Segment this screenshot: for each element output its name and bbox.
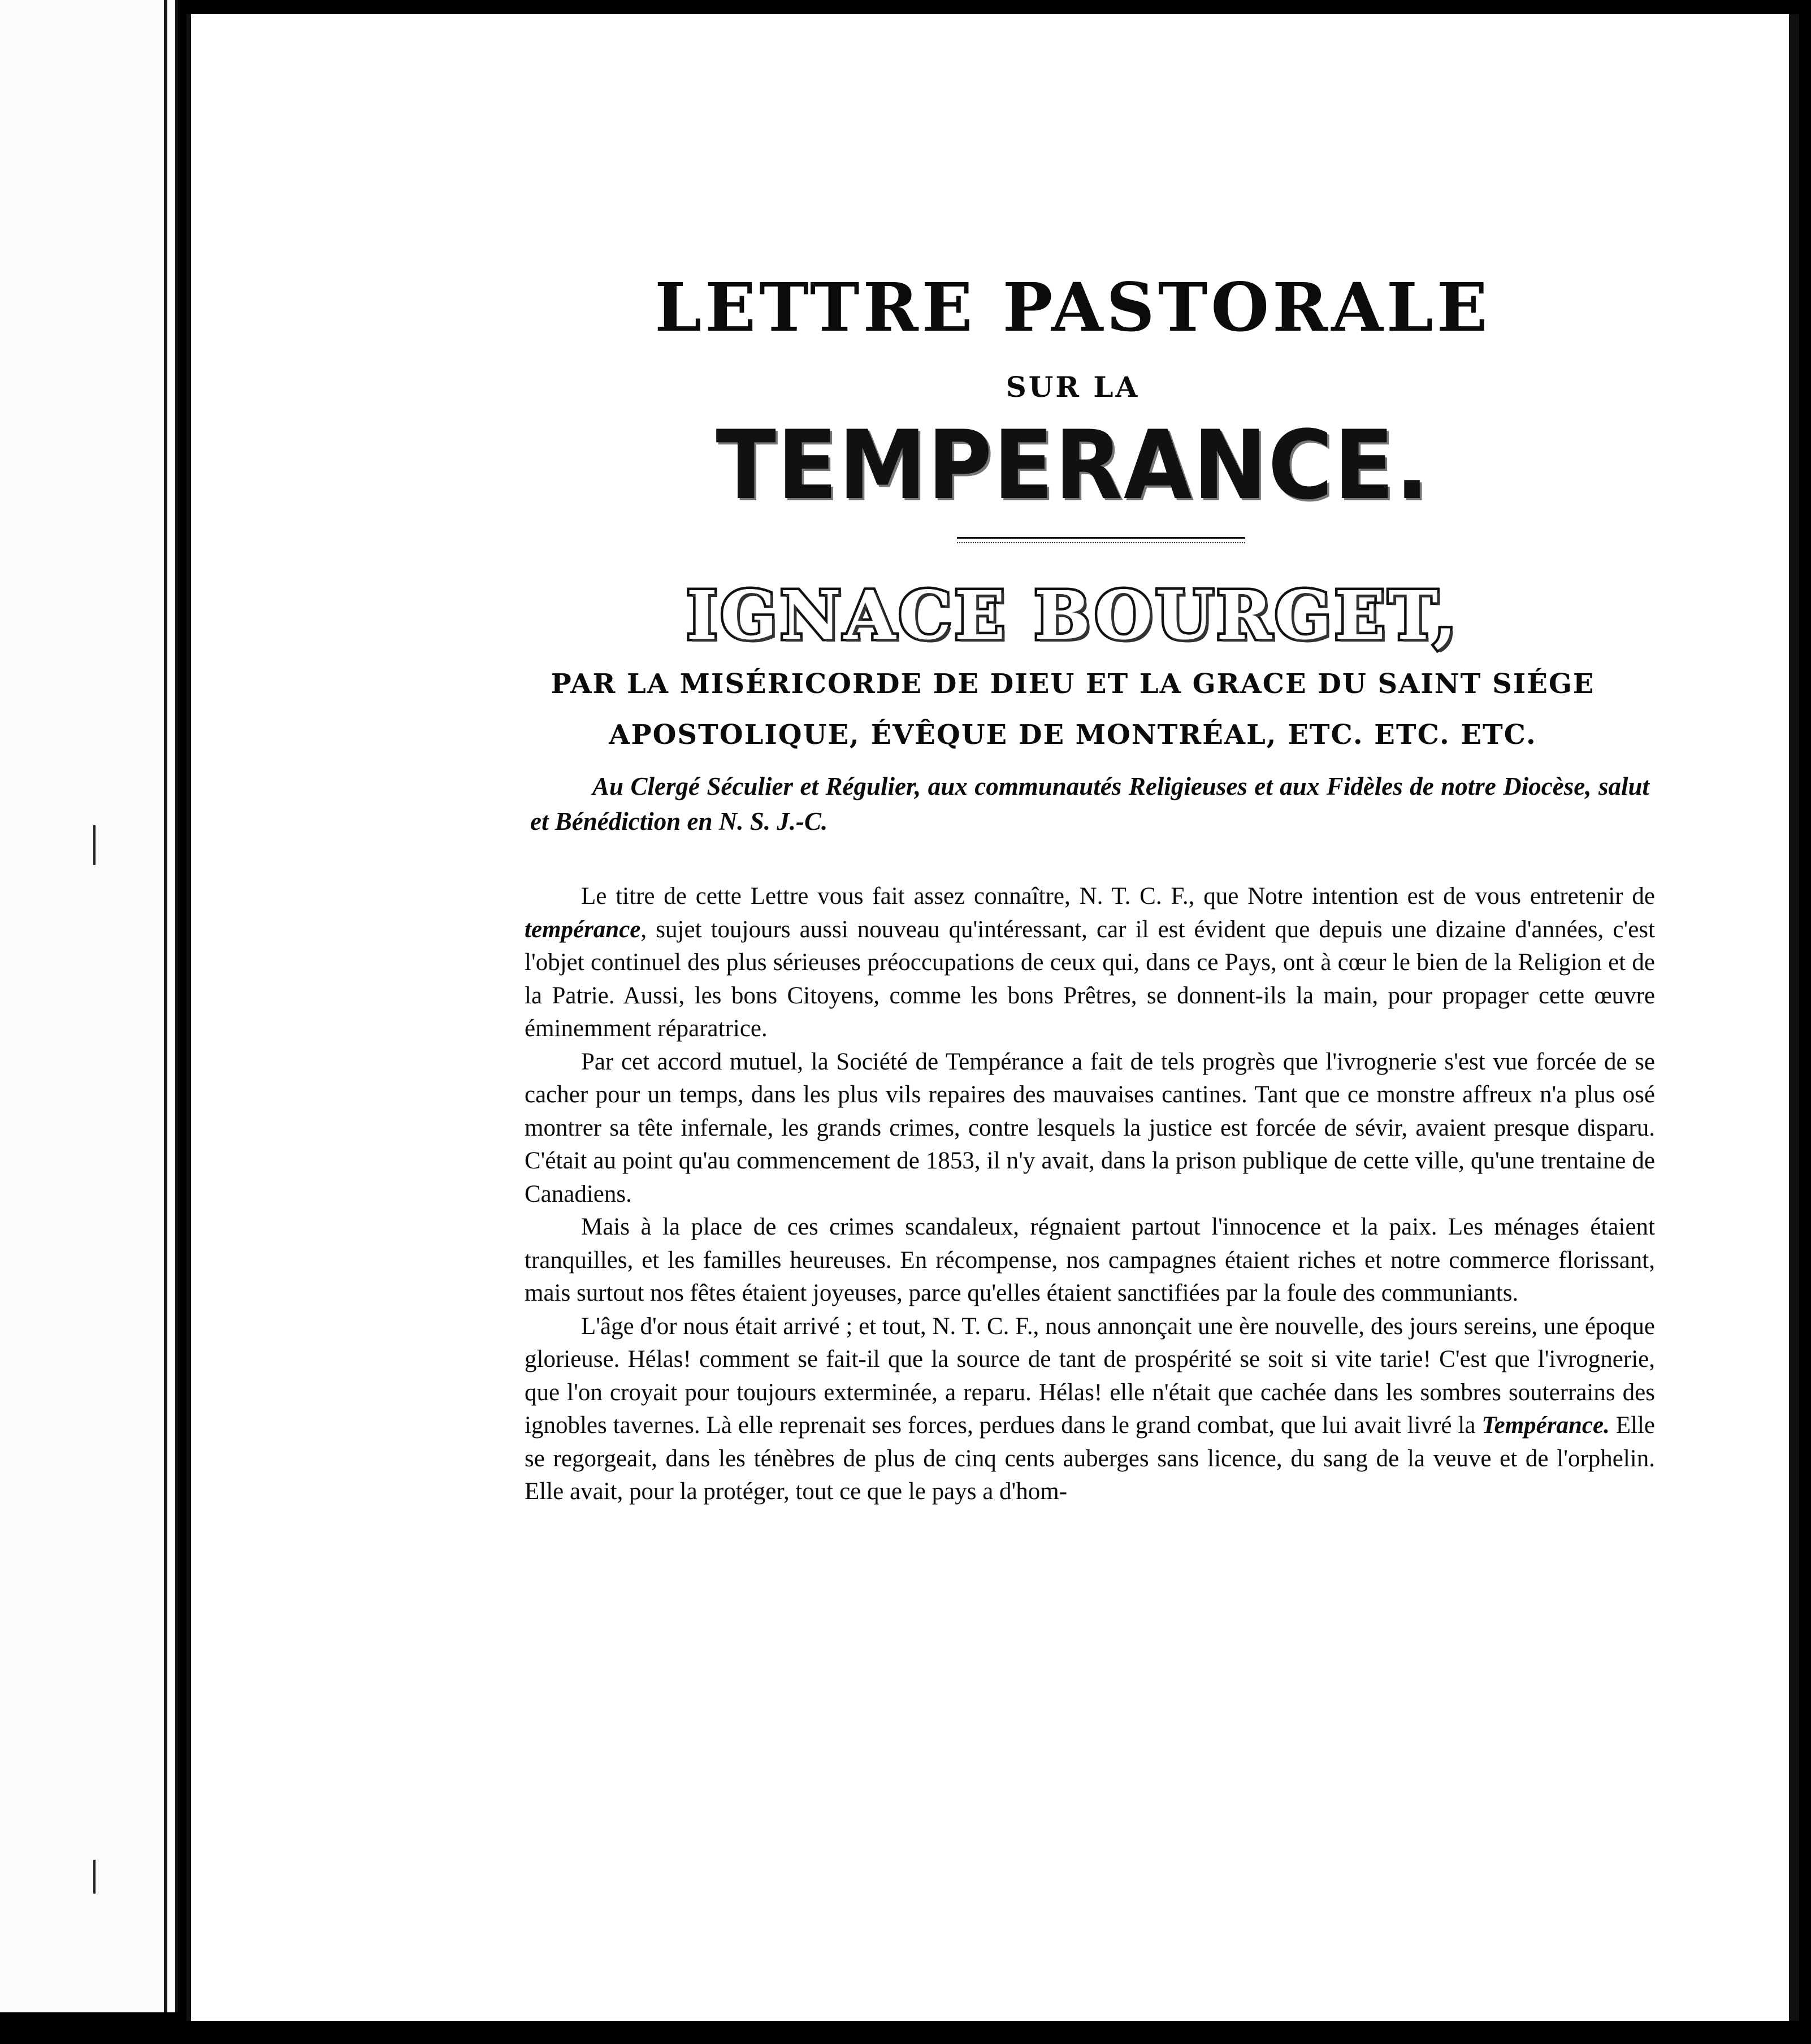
document-page bbox=[187, 14, 1793, 2021]
page-fold bbox=[164, 0, 167, 2012]
author-titles-line-1: PAR LA MISÉRICORDE DE DIEU ET LA GRACE DU SAINT SIÉGE bbox=[551, 668, 1595, 700]
author-titles bbox=[496, 659, 1649, 760]
page-edge bbox=[1789, 14, 1799, 2021]
paragraph: Mais à la place de ces crimes scandaleux, régnaient partout l'innocence et la paix. Les ménages étaient tranquilles, et les familles heureuses. En récompense, nos campagnes étaient riches et notre commerce florissant, mais surtout nos fêtes étaient joyeuses, parce qu'elles étaient sanctifiées par la foule des communiants. bbox=[525, 1214, 1655, 1306]
emphasis: tempérance bbox=[525, 916, 641, 943]
salutation: Au Clergé Séculier et Régulier, aux communautés Religieuses et aux Fidèles de notre Diocèse, salut et Bénédiction en N. S. J.-C. bbox=[530, 772, 1649, 835]
emphasis: Tempérance. bbox=[1481, 1412, 1610, 1439]
paragraph: Le titre de cette Lettre vous fait assez connaître, N. T. C. F., que Notre intention est de vous entretenir de tempérance, sujet toujours aussi nouveau qu'intéressant, car il est évident que depuis une dizaine d'années, c'est l'objet continuel des plus sérieuses préoccupations de ceux qui, dans ce Pays, ont à cœur le bien de la Religion et de la Patrie. Aussi, les bons Citoyens, comme les bons Prêtres, se donnent-ils la main, pour propager cette œuvre éminemment réparatrice. bbox=[525, 883, 1655, 1042]
left-page bbox=[0, 0, 178, 2012]
page-mark bbox=[93, 1860, 96, 1894]
document-title: LETTRE PASTORALE bbox=[655, 268, 1491, 347]
letter-body bbox=[525, 880, 1655, 1509]
ornamental-divider bbox=[957, 537, 1245, 543]
document-subtitle: SUR LA bbox=[1006, 370, 1140, 404]
author-name: IGNACE BOURGET, bbox=[686, 576, 1459, 655]
document-subject: TEMPERANCE. bbox=[716, 410, 1430, 521]
paragraph: L'âge d'or nous était arrivé ; et tout, N. T. C. F., nous annonçait une ère nouvelle, des jours sereins, une époque glorieuse. Hélas! comment se fait-il que la source de tant de prospérité se soit si vite tarie! C'est que l'ivrognerie, que l'on croyait pour toujours exterminée, a reparu. Hélas! elle n'était que cachée dans les sombres souterrains des ignobles tavernes. Là elle reprenait ses forces, perdues dans le grand combat, que lui avait livré la Tempérance. Elle se regorgeait, dans les ténèbres de plus de cinq cents auberges sans licence, du sang de la veuve et de l'orphelin. Elle avait, pour la protéger, tout ce que le pays a d'hom- bbox=[525, 1313, 1655, 1505]
page-mark bbox=[93, 825, 96, 865]
author-titles-line-2: APOSTOLIQUE, ÉVÊQUE DE MONTRÉAL, ETC. ETC. ETC. bbox=[609, 719, 1537, 751]
paragraph: Par cet accord mutuel, la Société de Tempérance a fait de tels progrès que l'ivrognerie s'est vue forcée de se cacher pour un temps, dans les plus vils repaires des mauvaises cantines. Tant que ce monstre affreux n'a plus osé montrer sa tête infernale, les grands crimes, contre lesquels la justice est forcée de sévir, avaient presque disparu. C'était au point qu'au commencement de 1853, il n'y avait, dans la prison publique de cette ville, qu'une trentaine de Canadiens. bbox=[525, 1048, 1655, 1207]
